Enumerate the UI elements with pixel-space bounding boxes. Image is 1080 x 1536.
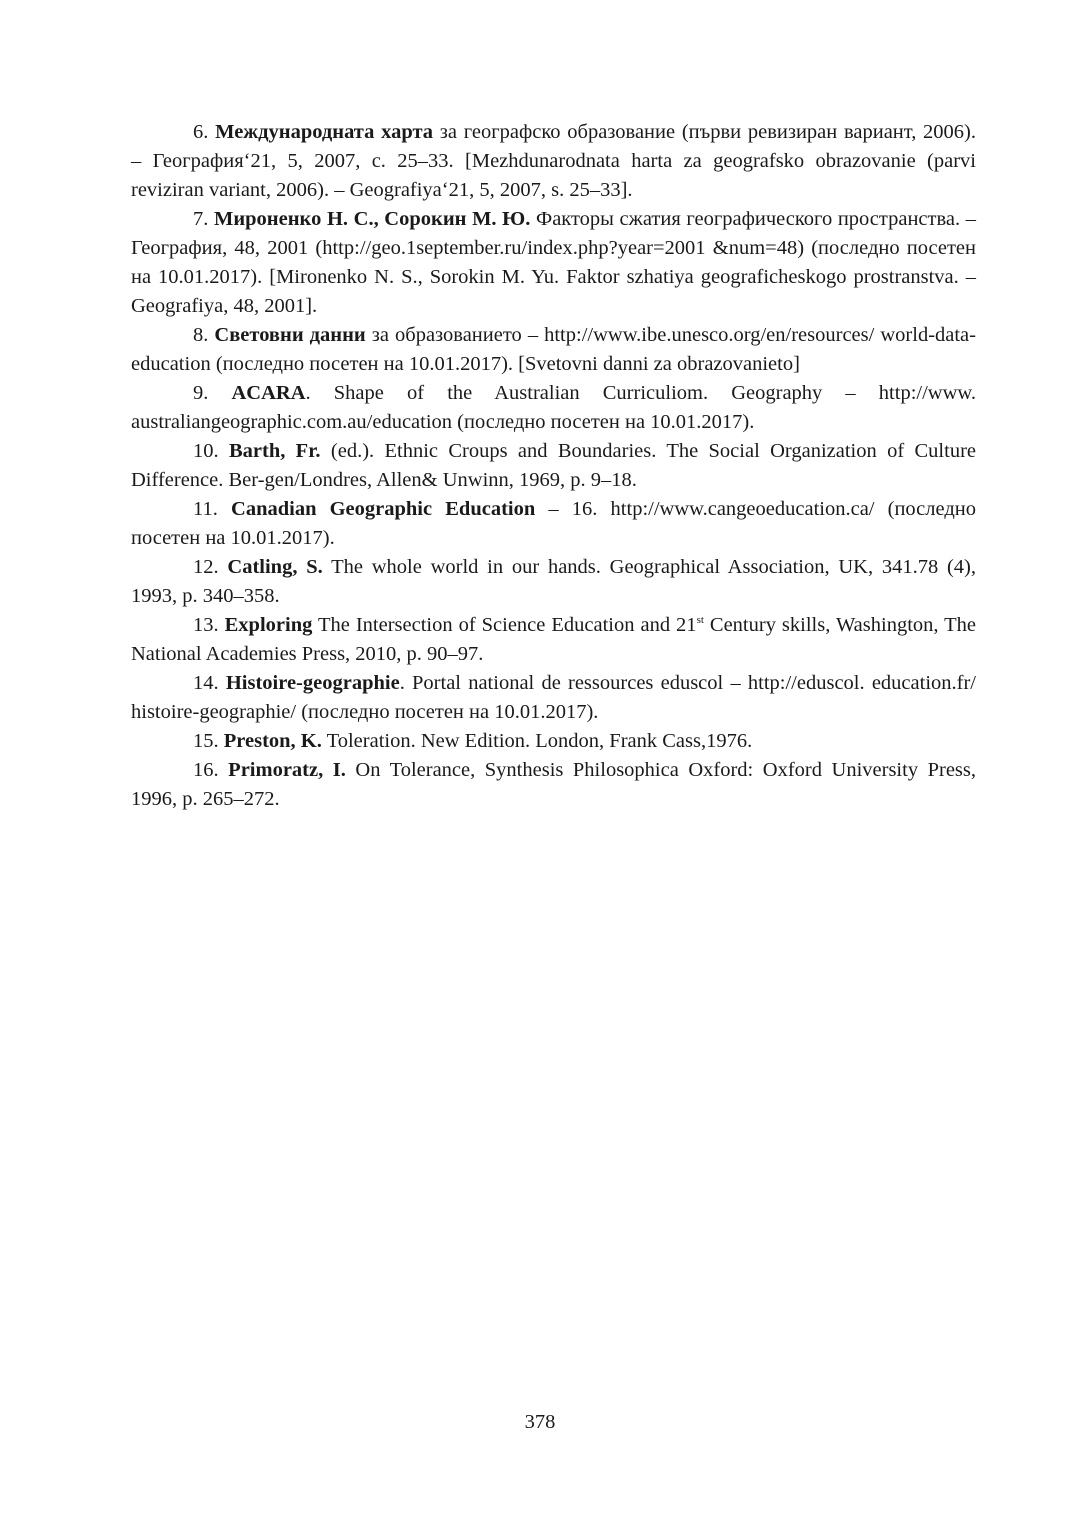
reference-text-continued: Century skills, Washington, The National Academies Press, 2010, p. 90–97. [131, 614, 977, 665]
reference-author: Canadian Geographic Education [231, 498, 536, 520]
reference-text: The whole world in our hands. Geographical Association, UK, 341.78 (4), 1993, p. 340–358. [131, 556, 977, 607]
reference-number: 15. [193, 730, 219, 752]
reference-item-16 [131, 756, 976, 814]
reference-number: 8. [193, 324, 209, 346]
reference-item-10 [131, 437, 976, 495]
reference-number: 10. [193, 440, 219, 462]
reference-item-6 [131, 118, 976, 205]
reference-author: Preston, K. [223, 730, 322, 752]
reference-number: 11. [193, 498, 218, 520]
reference-item-13 [131, 611, 976, 669]
reference-text: за образованието – http://www.ibe.unesco.org/en/resources/ world-data-education (последно посетен на 10.01.2017). [Svetovni danni za obrazovanieto] [131, 324, 976, 375]
reference-author: Международната харта [215, 121, 434, 143]
reference-number: 13. [193, 614, 219, 636]
reference-item-11 [131, 495, 976, 553]
reference-author: Histoire-geographie [225, 672, 400, 694]
reference-author: Primoratz, I. [228, 759, 346, 781]
ordinal-superscript: st [696, 614, 704, 626]
reference-text: – 16. http://www.cangeoeducation.ca/ (последно посетен на 10.01.2017). [131, 498, 976, 549]
reference-item-9 [131, 379, 976, 437]
reference-item-15 [131, 727, 976, 756]
reference-text: за географско образование (първи ревизиран вариант, 2006). – География‘21, 5, 2007, с. 25–33. [Mezhdunarodnata harta za geografsko obrazovanie (parvi reviziran variant, 2006). – Geografiya‘21, 5, 2007, s. 25–33]. [131, 121, 977, 201]
reference-author: ACARA [231, 382, 306, 404]
reference-item-7 [131, 205, 976, 321]
reference-text: Факторы сжатия географического пространства. – География, 48, 2001 (http://geo.1september.ru/index.php?year=2001 &num=48) (последно посетен на 10.01.2017). [Mironenko N. S., Sorokin M. Yu. Faktor szhatiya geograficheskogo prostranstva. – Geografiya, 48, 2001]. [131, 208, 976, 317]
reference-author: Barth, Fr. [228, 440, 321, 462]
reference-text: Toleration. New Edition. London, Frank Cass,1976. [321, 730, 753, 752]
reference-number: 14. [193, 672, 219, 694]
reference-item-12 [131, 553, 976, 611]
reference-text: (ed.). Ethnic Croups and Boundaries. The Social Organization of Culture Difference. Ber-gen/Londres, Allen& Unwinn, 1969, p. 9–18. [131, 440, 976, 491]
reference-text: . Portal national de ressources eduscol – http://eduscol. education.fr/ histoire-geographie/ (последно посетен на 10.01.2017). [131, 672, 976, 723]
reference-number: 16. [193, 759, 219, 781]
reference-number: 12. [193, 556, 219, 578]
reference-number: 7. [193, 208, 209, 230]
reference-number: 6. [193, 121, 209, 143]
reference-author: Catling, S. [227, 556, 323, 578]
reference-author: Мироненко Н. С., Сорокин М. Ю. [214, 208, 531, 230]
reference-item-8 [131, 321, 976, 379]
reference-text: . Shape of the Australian Curriculiom. Geography – http://www. australiangeographic.com.au/education (последно посетен на 10.01.2017). [131, 382, 976, 433]
reference-number: 9. [193, 382, 209, 404]
reference-author: Световни данни [214, 324, 366, 346]
reference-list [131, 118, 976, 814]
reference-author: Exploring [224, 614, 313, 636]
reference-text: On Tolerance, Synthesis Philosophica Oxford: Oxford University Press, 1996, p. 265–272. [131, 759, 977, 810]
page-number: 378 [524, 1411, 556, 1433]
reference-text: The Intersection of Science Education and 21 [312, 614, 697, 636]
reference-item-14 [131, 669, 976, 727]
